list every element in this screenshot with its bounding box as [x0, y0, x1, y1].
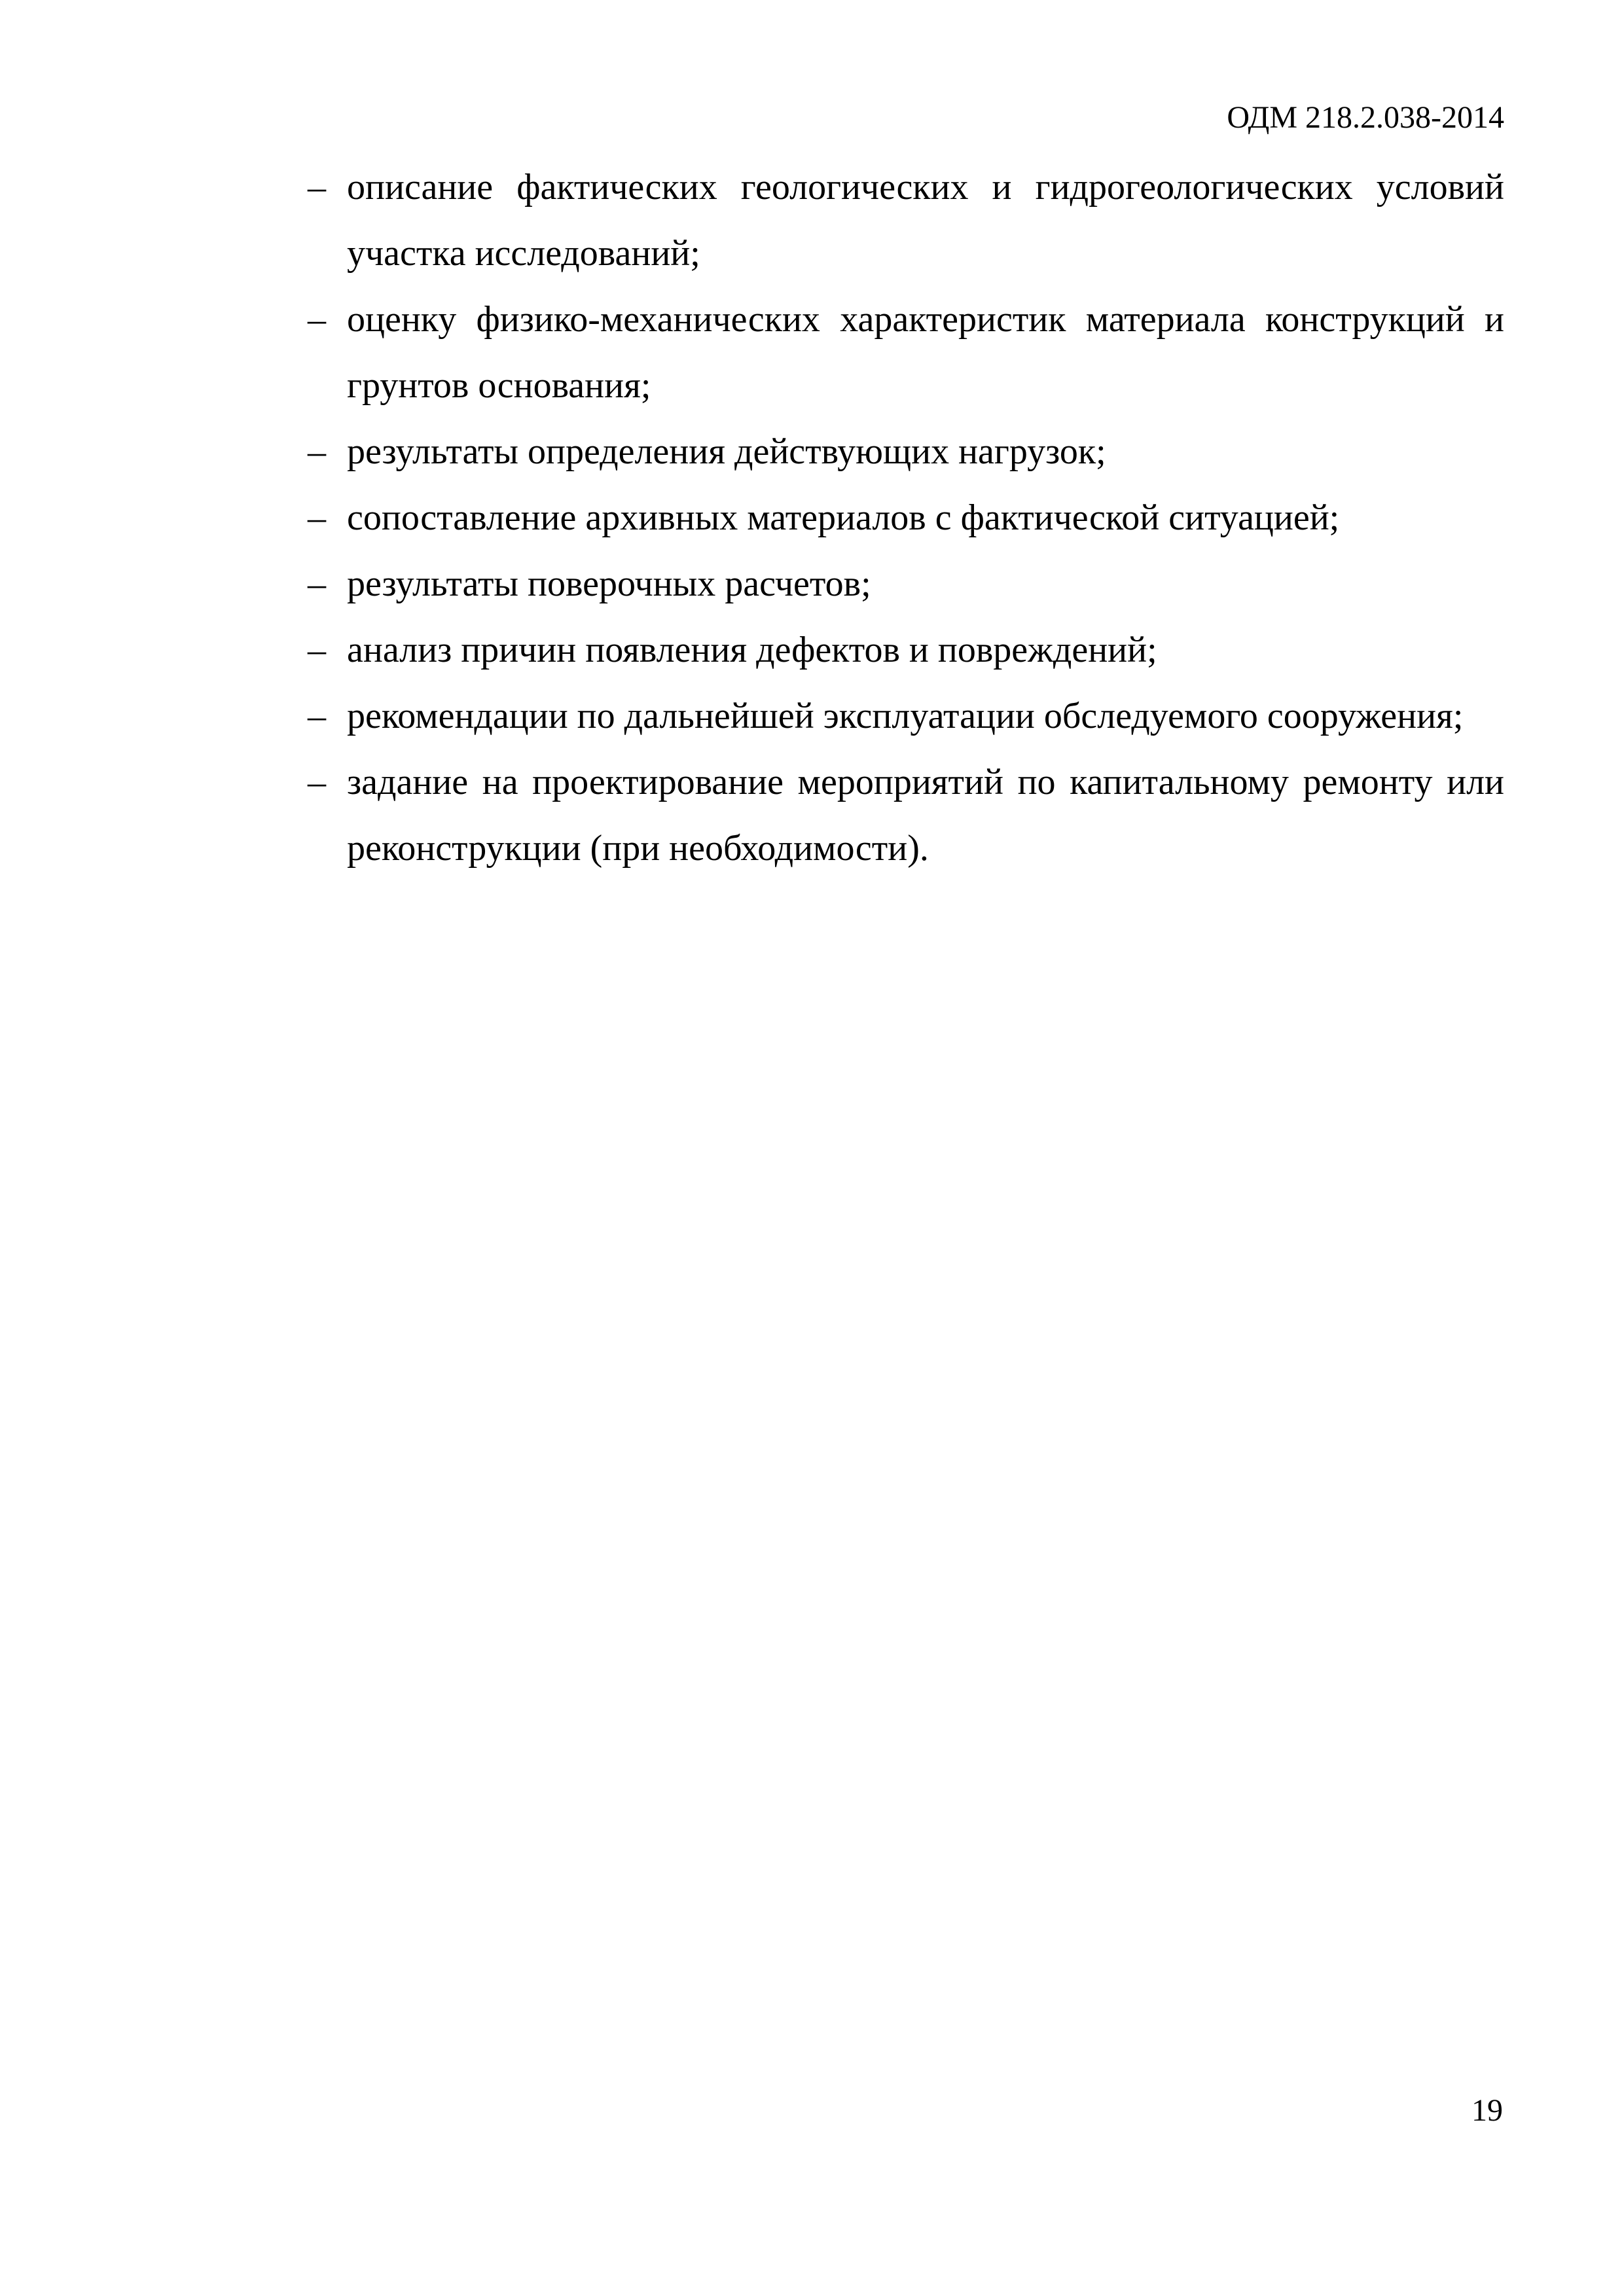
list-item	[308, 683, 1504, 749]
dash-marker: –	[308, 497, 326, 538]
document-code: ОДМ 218.2.038-2014	[1227, 100, 1504, 135]
dash-marker: –	[308, 630, 326, 670]
list-item-text: оценку физико-механических характеристик материала конструкций и грунтов основания;	[347, 299, 1504, 406]
list-item	[308, 485, 1504, 551]
list-item	[308, 287, 1504, 419]
list-item-text: задание на проектирование мероприятий по капитальному ремонту или реконструкции (при необходимости).	[347, 762, 1504, 869]
list-item	[308, 154, 1504, 287]
dash-marker: –	[308, 431, 326, 472]
list-item	[308, 551, 1504, 617]
dash-marker: –	[308, 299, 326, 340]
list-item-text: описание фактических геологических и гидрогеологических условий участка исследований;	[347, 167, 1504, 274]
list-item	[308, 617, 1504, 683]
list-item	[308, 749, 1504, 882]
dash-marker: –	[308, 167, 326, 207]
page-number: 19	[1471, 2093, 1503, 2128]
dash-marker: –	[308, 696, 326, 736]
dash-marker: –	[308, 762, 326, 802]
requirements-list	[308, 154, 1504, 882]
list-item-text: результаты определения действующих нагрузок;	[347, 431, 1106, 472]
dash-marker: –	[308, 564, 326, 604]
list-item-text: сопоставление архивных материалов с фактической ситуацией;	[347, 497, 1340, 538]
list-item-text: результаты поверочных расчетов;	[347, 564, 871, 604]
list-item-text: рекомендации по дальнейшей эксплуатации обследуемого сооружения;	[347, 696, 1464, 736]
list-item-text: анализ причин появления дефектов и повреждений;	[347, 630, 1157, 670]
list-item	[308, 419, 1504, 485]
